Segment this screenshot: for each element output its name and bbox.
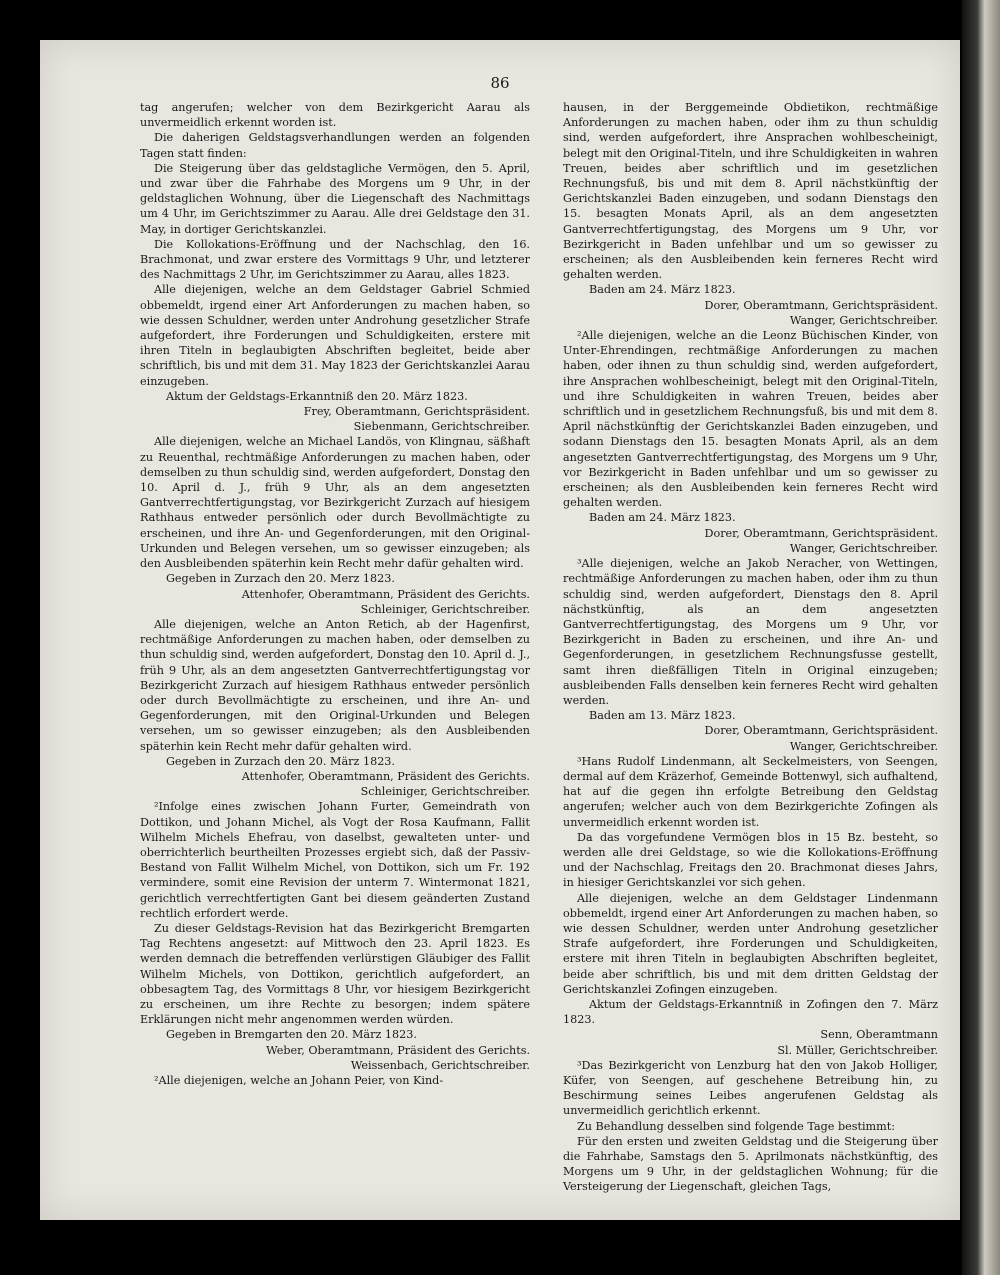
signature-line: Senn, Oberamtmann — [820, 1028, 938, 1042]
paragraph: Die Steigerung über das geldstagliche Vermögen, den 5. April, und zwar über die Fahrhabe des Morgens um 9 Uhr, in der geldstaglichen Wohnung, über die Liegenschaft des Nachmittags um 4 Uhr, im Gerichtszimmer zu Aarau. Alle drei Geldstage den 31. May, in dortiger Gerichtskanzlei. — [140, 161, 530, 236]
dateline: Baden am 13. März 1823. — [589, 709, 736, 723]
paragraph: ³Alle diejenigen, welche an Jakob Neracher, von Wettingen, rechtmäßige Anforderungen zu machen haben, oder ihm zu thun schuldig sind, werden aufgefordert, Dienstags den 8. April nächstkünftig, als an dem angesetzten Gantverrechtfertigungstag, des Morgens um 9 Uhr, vor Bezirkgericht in Baden zu erscheinen, und ihre An- und Gegenforderungen, in gesetzlichem Rechnungsfusse gestellt, samt ihren dießfälligen Titeln in Original einzugeben; ausbleibenden Falls denselben kein ferneres Recht wird gehalten werden. — [563, 557, 938, 707]
paragraph: Alle diejenigen, welche an Anton Retich, ab der Hagenfirst, rechtmäßige Anforderungen zu machen haben, oder demselben zu thun schuldig sind, werden aufgefordert, Donstag den 10. April d. J., früh 9 Uhr, als an dem angesetzten Gantverrechtfertigungstag vor Bezirkgericht Zurzach auf hiesigem Rathhaus entweder persönlich oder durch Bevollmächtigte zu erscheinen, und ihre An- und Gegenforderungen, mit den Original-Urkunden und Belegen versehen, um so gewisser einzugeben; als den Ausbleibenden späterhin kein Recht mehr dafür gehalten wird. — [140, 617, 530, 753]
paragraph: Alle diejenigen, welche an Michael Landös, von Klingnau, säßhaft zu Reuenthal, rechtmäßige Anforderungen zu machen haben, oder demselben zu thun schuldig sind, werden aufgefordert, Donstag den 10. April d. J., früh 9 Uhr, als an dem angesetzten Gantverrechtfertigungstag, vor Bezirkgericht Zurzach auf hiesigem Rathhaus entweder persönlich oder durch Bevollmächtigte zu erscheinen, und ihre An- und Gegenforderungen, mit den Original-Urkunden und Belegen versehen, um so gewisser einzugeben; als den Ausbleibenden späterhin kein Recht mehr dafür gehalten wird. — [140, 435, 530, 571]
paragraph: tag angerufen; welcher von dem Bezirkgericht Aarau als unvermeidlich erkennt worden ist. — [140, 101, 530, 130]
signature-line: Wanger, Gerichtschreiber. — [789, 739, 938, 753]
dateline: Baden am 24. März 1823. — [589, 511, 736, 525]
paragraph: ²Alle diejenigen, welche an Johann Peier, von Kind- — [154, 1074, 444, 1087]
paragraph: ³Das Bezirkgericht von Lenzburg hat den von Jakob Holliger, Küfer, von Seengen, auf geschehene Betreibung hin, zu Beschirmung seines Leibes angerufenen Geldstag als unvermeidlich gerichtlich erkennt. — [563, 1058, 938, 1118]
dateline: Gegeben in Zurzach den 20. März 1823. — [166, 754, 395, 768]
dateline: Aktum der Geldstags-Erkanntniß in Zofingen den 7. März 1823. — [563, 997, 938, 1027]
paragraph: Die daherigen Geldstagsverhandlungen werden an folgenden Tagen statt finden: — [140, 131, 530, 160]
signature-line: Weber, Oberamtmann, Präsident des Gerichts. — [266, 1043, 530, 1057]
dateline: Aktum der Geldstags-Erkanntniß den 20. März 1823. — [166, 389, 468, 403]
signature-line: Weissenbach, Gerichtschreiber. — [350, 1058, 530, 1072]
signature-line: Siebenmann, Gerichtschreiber. — [353, 420, 530, 434]
dateline: Gegeben in Zurzach den 20. Merz 1823. — [166, 572, 395, 586]
signature-line: Attenhofer, Oberamtmann, Präsident des Gerichts. — [241, 587, 530, 601]
signature-line: Dorer, Oberamtmann, Gerichtspräsident. — [704, 298, 938, 312]
page-edge — [962, 0, 1000, 1275]
signature-line: Schleiniger, Gerichtschreiber. — [360, 602, 530, 616]
paragraph: Alle diejenigen, welche an dem Geldstager Lindenmann obbemeldt, irgend einer Art Anforderungen zu machen haben, so wie dessen Schuldner, werden unter Androhung gesetzlicher Strafe aufgefordert, ihre Forderungen und Schuldigkeiten, erstere mit ihren Titeln in beglaubigten Abschriften begleitet, beide aber schriftlich, bis und mit dem dritten Geldstag der Gerichtskanzlei Zofingen einzugeben. — [563, 891, 938, 996]
left-column — [140, 100, 530, 1088]
paragraph: Für den ersten und zweiten Geldstag und die Steigerung über die Fahrhabe, Samstags den 5. Aprilmonats nächstkünftig, des Morgens um 9 Uhr, in der geldstaglichen Wohnung; für die Versteigerung der Liegenschaft, gleichen Tags, — [563, 1134, 938, 1194]
signature-line: Sl. Müller, Gerichtschreiber. — [777, 1043, 938, 1057]
page-number: 86 — [490, 74, 510, 92]
paragraph: Da das vorgefundene Vermögen blos in 15 Bz. besteht, so werden alle drei Geldstage, so wie die Kollokations-Eröffnung und der Nachschlag, Freitags den 20. Brachmonat dieses Jahrs, in hiesiger Gerichtskanzlei vor sich gehen. — [563, 830, 938, 890]
signature-line: Dorer, Oberamtmann, Gerichtspräsident. — [704, 724, 938, 738]
paragraph: ³Hans Rudolf Lindenmann, alt Seckelmeisters, von Seengen, dermal auf dem Kräzerhof, Gemeinde Bottenwyl, sich aufhaltend, hat auf die gegen ihn erfolgte Betreibung den Geldstag angerufen; welcher auch von dem Bezirkgerichte Zofingen als unvermeidlich erkennt worden ist. — [563, 754, 938, 829]
signature-line: Wanger, Gerichtschreiber. — [789, 313, 938, 327]
signature-line: Schleiniger, Gerichtschreiber. — [360, 785, 530, 799]
signature-line: Attenhofer, Oberamtmann, Präsident des Gerichts. — [241, 769, 530, 783]
signature-line: Frey, Oberamtmann, Gerichtspräsident. — [303, 405, 530, 419]
paragraph: Alle diejenigen, welche an dem Geldstager Gabriel Schmied obbemeldt, irgend einer Art Anforderungen zu machen haben, so wie dessen Schuldner, werden unter Androhung gesetzlicher Strafe aufgefordert, ihre Forderungen und Schuldigkeiten, erstere mit ihren Titeln in beglaubigten Abschriften begleitet, beide aber schriftlich, bis und mit dem 31. May 1823 der Gerichtskanzlei Aarau einzugeben. — [140, 283, 530, 388]
dateline: Baden am 24. März 1823. — [589, 283, 736, 297]
paragraph: Zu dieser Geldstags-Revision hat das Bezirkgericht Bremgarten Tag Rechtens angesetzt: auf Mittwoch den 23. April 1823. Es werden demnach die betreffenden verlürstigen Gläubiger des Fallit Wilhelm Michels, von Dottikon, gerichtlich aufgefordert, an obbesagtem Tag, des Vormittags 8 Uhr, vor hiesigem Bezirkgericht zu erscheinen, um ihre Rechte zu besorgen; indem spätere Erklärungen nicht mehr angenommen werden würden. — [140, 921, 530, 1027]
signature-line: Dorer, Oberamtmann, Gerichtspräsident. — [704, 526, 938, 540]
paragraph: hausen, in der Berggemeinde Obdietikon, rechtmäßige Anforderungen zu machen haben, oder ihm zu thun schuldig sind, werden aufgefordert, ihre Ansprachen wohlbescheinigt, belegt mit den Original-Titeln, und ihre Schuldigkeiten in wahren Treuen, beides aber schriftlich und im gesetzlichen Rechnungsfuß, bis und mit dem 8. April nächstkünftig der Gerichtskanzlei Baden einzugeben, und sodann Dienstags den 15. besagten Monats April, als an dem angesetzten Gantverrechtfertigungstag, des Morgens um 9 Uhr, vor Bezirkgericht in Baden unfehlbar und um so gewisser zu erscheinen; als den Ausbleibenden kein ferneres Recht wird gehalten werden. — [563, 101, 938, 282]
signature-line: Wanger, Gerichtschreiber. — [789, 541, 938, 555]
dateline: Gegeben in Bremgarten den 20. März 1823. — [166, 1028, 417, 1042]
paragraph: Die Kollokations-Eröffnung und der Nachschlag, den 16. Brachmonat, und zwar erstere des Vormittags 9 Uhr, und letzterer des Nachmittags 2 Uhr, im Gerichtszimmer zu Aarau, alles 1823. — [140, 237, 530, 282]
right-column — [563, 100, 938, 1195]
paragraph: ²Infolge eines zwischen Johann Furter, Gemeindrath von Dottikon, und Johann Michel, als Vogt der Rosa Kaufmann, Fallit Wilhelm Michels Ehefrau, von daselbst, gewalteten unter- und oberrichterlich beurtheilten Prozesses ergiebt sich, daß der Passiv-Bestand von Fallit Wilhelm Michel, von Dottikon, sich um Fr. 192 verminderе, somit eine Revision der unterm 7. Wintermonat 1821, gerichtlich verrechtfertigten Gant bei diesem geänderten Zustand rechtlich erfordert werde. — [140, 800, 530, 920]
paragraph: Zu Behandlung desselben sind folgende Tage bestimmt: — [577, 1119, 896, 1133]
paragraph: ²Alle diejenigen, welche an die Leonz Büchischen Kinder, von Unter-Ehrendingen, rechtmäßige Anforderungen zu machen haben, oder ihnen zu thun schuldig sind, werden aufgefordert, ihre Ansprachen wohlbescheinigt, belegt mit den Original-Titeln, und ihre Schuldigkeiten in wahren Treuen, beides aber schriftlich und in gesetzlichem Rechnungsfuß, bis und mit dem 8. April nächstkünftig der Gerichtskanzlei Baden einzugeben, und sodann Dienstags den 15. besagten Monats April, als an dem angesetzten Gantverrechtfertigungstag, des Morgens um 9 Uhr, vor Bezirkgericht in Baden unfehlbar und um so gewisser zu erscheinen; als den Ausbleibenden kein ferneres Recht wird gehalten werden. — [563, 329, 938, 510]
